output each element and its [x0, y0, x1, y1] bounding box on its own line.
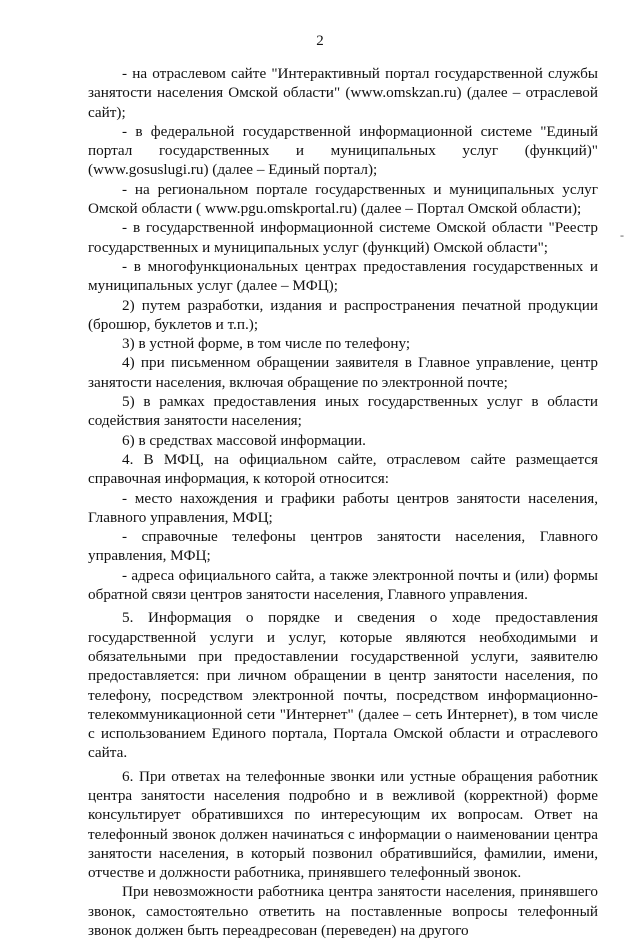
- paragraph-registry: - в государственной информационной системе Омской области "Реестр государственных и муниципальных услуг (функций) Омской области";: [88, 219, 598, 256]
- paragraph-unified-portal: - в федеральной государственной информационной системе "Единый портал государственных и муниципальных услуг (функций)" (www.gosuslugi.ru) (далее – Единый портал);: [88, 122, 598, 179]
- paragraph-phones: - справочные телефоны центров занятости населения, Главного управления, МФЦ;: [88, 528, 598, 565]
- paragraph-mass-media: 6) в средствах массовой информации.: [122, 431, 366, 449]
- paragraph-regional-portal: - на региональном портале государственных и муниципальных услуг Омской области ( www.pgu.omskportal.ru) (далее – Портал Омской области);: [88, 180, 598, 218]
- paragraph-addresses: - адреса официального сайта, а также электронной почты и (или) формы обратной связи центров занятости населения, Главного управления.: [88, 566, 598, 604]
- margin-mark: -: [620, 228, 624, 242]
- paragraph-4-reference-info: 4. В МФЦ, на официальном сайте, отраслевом сайте размещается справочная информация, к которой относится:: [88, 450, 598, 488]
- paragraph-written-request: 4) при письменном обращении заявителя в Главное управление, центр занятости населения, включая обращение по электронной почте;: [88, 354, 598, 391]
- document-body: [88, 64, 598, 940]
- paragraph-call-redirect: При невозможности работника центра занятости населения, принявшего звонок, самостоятельно ответить на поставленные вопросы телефонный звонок должен быть переадресован (переведен) на другого: [88, 883, 598, 940]
- paragraph-omskzan-site: - на отраслевом сайте "Интерактивный портал государственной службы занятости населения Омской области" (www.omskzan.ru) (далее – отраслевой сайт);: [88, 65, 598, 121]
- paragraph-printed-products: 2) путем разработки, издания и распространения печатной продукции (брошюр, буклетов и т.п.);: [88, 296, 598, 333]
- paragraph-oral-form: 3) в устной форме, в том числе по телефону;: [122, 335, 411, 353]
- paragraph-5-information: 5. Информация о порядке и сведения о ходе предоставления государственной услуги и услуг, которые являются необходимыми и обязательными при предоставлении государственной услуги, заявителю предоставляется: при личном обращении в центр занятости населения, по телефону, посредством электронной почты, посредством информационно-телекоммуникационной сети "Интернет" (далее – сеть Интернет), в том числе с использованием Единого портала, Портала Омской области и отраслевого сайта.: [88, 609, 598, 762]
- paragraph-other-services: 5) в рамках предоставления иных государственных услуг в области содействия занятости населения;: [88, 393, 598, 430]
- paragraph-mfc: - в многофункциональных центрах предоставления государственных и муниципальных услуг (далее – МФЦ);: [88, 257, 598, 295]
- paragraph-locations-schedules: - место нахождения и графики работы центров занятости населения, Главного управления, МФЦ;: [88, 489, 598, 526]
- paragraph-6-phone-answers: 6. При ответах на телефонные звонки или устные обращения работник центра занятости населения подробно и в вежливой (корректной) форме консультирует обратившихся по интересующим их вопросам. Ответ на телефонный звонок должен начинаться с информации о наименовании центра занятости населения, в который позвонил обратившийся, фамилии, имени, отчестве и должности работника, принявшего телефонный звонок.: [88, 767, 598, 882]
- page-number: 2: [316, 33, 324, 49]
